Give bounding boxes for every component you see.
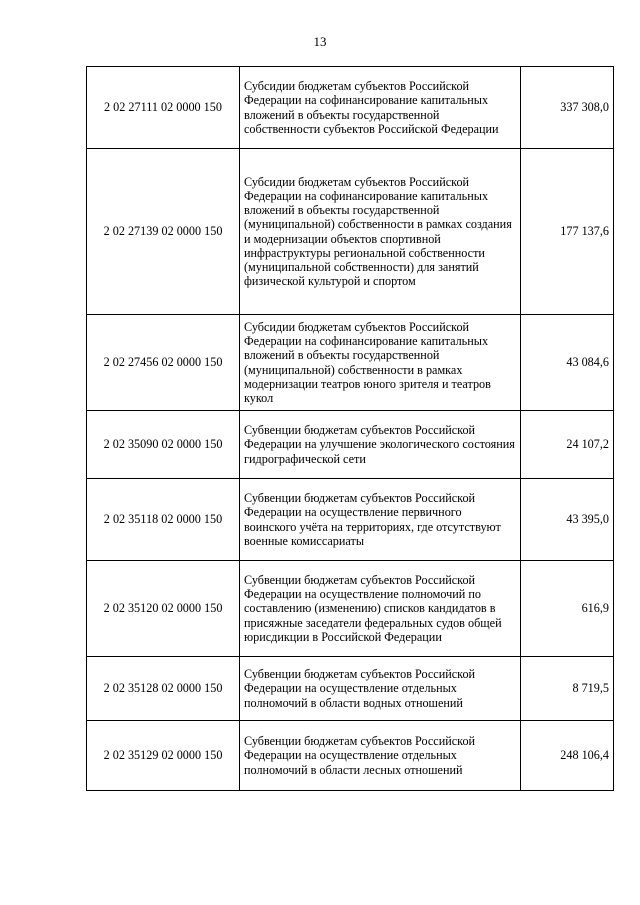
budget-code: 2 02 35129 02 0000 150 xyxy=(87,721,240,791)
amount-value: 43 084,6 xyxy=(521,315,614,411)
budget-code: 2 02 27139 02 0000 150 xyxy=(87,149,240,315)
budget-code: 2 02 35090 02 0000 150 xyxy=(87,411,240,479)
income-description: Субвенции бюджетам субъектов Российской Федерации на осуществление отдельных полномочий в области водных отношений xyxy=(240,657,521,721)
amount-value: 248 106,4 xyxy=(521,721,614,791)
table-row xyxy=(87,411,614,479)
budget-code: 2 02 35120 02 0000 150 xyxy=(87,561,240,657)
amount-value: 616,9 xyxy=(521,561,614,657)
table-row xyxy=(87,67,614,149)
income-description: Субсидии бюджетам субъектов Российской Федерации на софинансирование капитальных вложений в объекты государственной (муниципальной) собственности в рамках создания и модернизации объектов спортивной инфраструктуры региональной собственности (муниципальной собственности) для занятий физической культурой и спортом xyxy=(240,149,521,315)
income-description: Субвенции бюджетам субъектов Российской Федерации на осуществление отдельных полномочий в области лесных отношений xyxy=(240,721,521,791)
table-row xyxy=(87,721,614,791)
amount-value: 177 137,6 xyxy=(521,149,614,315)
amount-value: 43 395,0 xyxy=(521,479,614,561)
table-row xyxy=(87,479,614,561)
budget-code: 2 02 27456 02 0000 150 xyxy=(87,315,240,411)
income-description: Субсидии бюджетам субъектов Российской Федерации на софинансирование капитальных вложений в объекты государственной собственности субъектов Российской Федерации xyxy=(240,67,521,149)
table-row xyxy=(87,149,614,315)
income-description: Субсидии бюджетам субъектов Российской Федерации на софинансирование капитальных вложений в объекты государственной (муниципальной) собственности в рамках модернизации театров юного зрителя и театров кукол xyxy=(240,315,521,411)
amount-value: 337 308,0 xyxy=(521,67,614,149)
table-row xyxy=(87,657,614,721)
page-number: 13 xyxy=(313,34,327,49)
income-description: Субвенции бюджетам субъектов Российской Федерации на осуществление первичного воинского учёта на территориях, где отсутствуют военные комиссариаты xyxy=(240,479,521,561)
amount-value: 8 719,5 xyxy=(521,657,614,721)
budget-code: 2 02 35128 02 0000 150 xyxy=(87,657,240,721)
income-description: Субвенции бюджетам субъектов Российской Федерации на улучшение экологического состояния гидрографической сети xyxy=(240,411,521,479)
budget-table xyxy=(86,66,614,791)
table-row xyxy=(87,561,614,657)
amount-value: 24 107,2 xyxy=(521,411,614,479)
budget-code: 2 02 35118 02 0000 150 xyxy=(87,479,240,561)
budget-code: 2 02 27111 02 0000 150 xyxy=(87,67,240,149)
table-row xyxy=(87,315,614,411)
income-description: Субвенции бюджетам субъектов Российской Федерации на осуществление полномочий по составлению (изменению) списков кандидатов в присяжные заседатели федеральных судов общей юрисдикции в Российской Федерации xyxy=(240,561,521,657)
